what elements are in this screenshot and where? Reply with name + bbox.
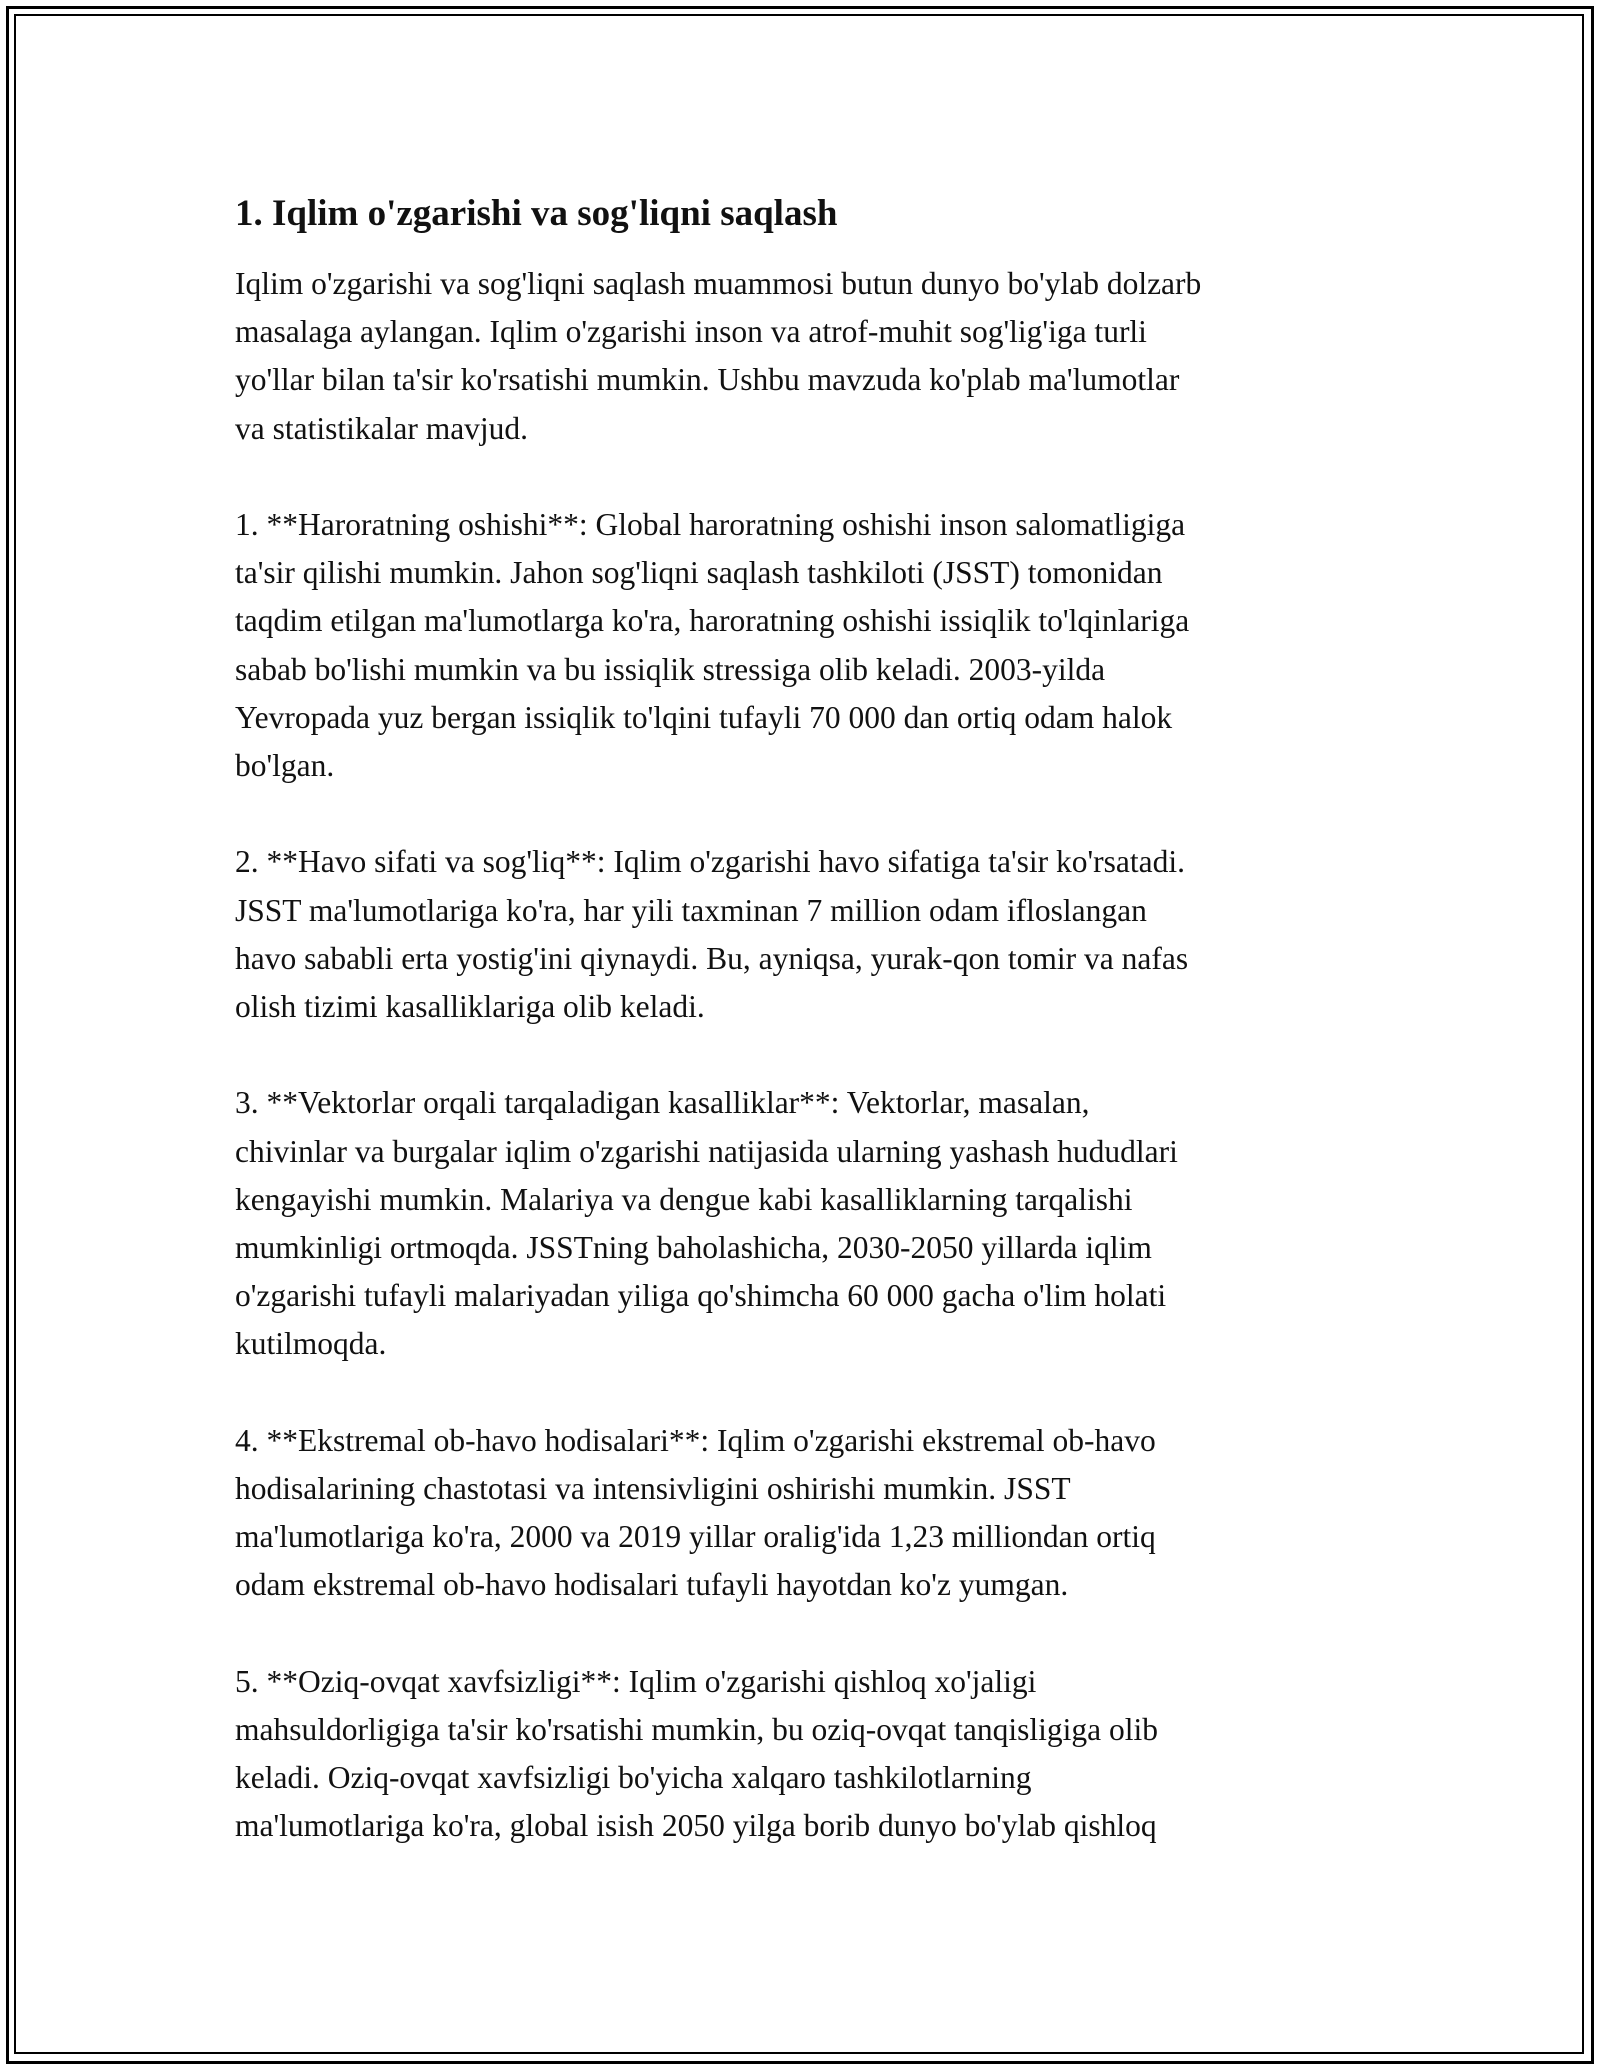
text-line: 5. **Oziq-ovqat xavfsizligi**: Iqlim o'zgarishi qishloq xo'jaligi	[235, 1663, 1037, 1699]
paragraph-item-5	[235, 1658, 1375, 1851]
text-line: olish tizimi kasalliklariga olib keladi.	[235, 989, 705, 1025]
text-line: havo sababli erta yostig'ini qiynaydi. Bu, ayniqsa, yurak-qon tomir va nafas	[235, 940, 1189, 976]
text-line: mahsuldorligiga ta'sir ko'rsatishi mumkin, bu oziq-ovqat tanqisligiga olib	[235, 1712, 1158, 1748]
text-line: sabab bo'lishi mumkin va bu issiqlik stressiga olib keladi. 2003-yilda	[235, 651, 1106, 687]
text-line: 1. **Haroratning oshishi**: Global haroratning oshishi inson salomatligiga	[235, 507, 1186, 542]
paragraph-intro	[235, 260, 1375, 453]
text-line: kengayishi mumkin. Malariya va dengue kabi kasalliklarning tarqalishi	[235, 1181, 1133, 1217]
text-line: Yevropada yuz bergan issiqlik to'lqini tufayli 70 000 dan ortiq odam halok	[235, 699, 1173, 735]
text-line: o'zgarishi tufayli malariyadan yiliga qo'shimcha 60 000 gacha o'lim holati	[235, 1278, 1167, 1314]
paragraph-item-1	[235, 501, 1375, 790]
text-line: 4. **Ekstremal ob-havo hodisalari**: Iqlim o'zgarishi ekstremal ob-havo	[235, 1422, 1156, 1458]
text-line: ma'lumotlariga ko'ra, global isish 2050 yilga borib dunyo bo'ylab qishloq	[235, 1808, 1157, 1844]
paragraph-item-2	[235, 838, 1375, 1031]
text-line: ta'sir qilishi mumkin. Jahon sog'liqni saqlash tashkiloti (JSST) tomonidan	[235, 555, 1163, 591]
text-line: chivinlar va burgalar iqlim o'zgarishi natijasida ularning yashash hududlari	[235, 1133, 1178, 1169]
document-body	[235, 188, 1375, 1899]
text-line: JSST ma'lumotlariga ko'ra, har yili taxminan 7 million odam ifloslangan	[235, 892, 1147, 928]
paragraph-item-3	[235, 1079, 1375, 1368]
text-line: kutilmoqda.	[235, 1326, 387, 1362]
text-line: 2. **Havo sifati va sog'liq**: Iqlim o'zgarishi havo sifatiga ta'sir ko'rsatadi.	[235, 844, 1186, 880]
text-line: hodisalarining chastotasi va intensivligini oshirishi mumkin. JSST	[235, 1471, 1071, 1507]
text-line: taqdim etilgan ma'lumotlarga ko'ra, haroratning oshishi issiqlik to'lqinlariga	[235, 603, 1190, 639]
text-line: odam ekstremal ob-havo hodisalari tufayli hayotdan ko'z yumgan.	[235, 1567, 1069, 1603]
document-title: 1. Iqlim o'zgarishi va sog'liqni saqlash	[235, 193, 838, 234]
paragraph-item-4	[235, 1417, 1375, 1610]
text-line: mumkinligi ortmoqda. JSSTning baholashicha, 2030-2050 yillarda iqlim	[235, 1230, 1152, 1266]
text-line: masalaga aylangan. Iqlim o'zgarishi inson va atrof-muhit sog'lig'iga turli	[235, 314, 1147, 350]
text-line: 3. **Vektorlar orqali tarqaladigan kasalliklar**: Vektorlar, masalan,	[235, 1085, 1090, 1121]
text-line: bo'lgan.	[235, 748, 335, 784]
text-line: yo'llar bilan ta'sir ko'rsatishi mumkin. Ushbu mavzuda ko'plab ma'lumotlar	[235, 362, 1180, 398]
text-line: Iqlim o'zgarishi va sog'liqni saqlash muammosi butun dunyo bo'ylab dolzarb	[235, 266, 1202, 301]
text-line: va statistikalar mavjud.	[235, 410, 529, 446]
text-line: ma'lumotlariga ko'ra, 2000 va 2019 yillar oralig'ida 1,23 milliondan ortiq	[235, 1519, 1156, 1555]
text-line: keladi. Oziq-ovqat xavfsizligi bo'yicha xalqaro tashkilotlarning	[235, 1760, 1032, 1796]
